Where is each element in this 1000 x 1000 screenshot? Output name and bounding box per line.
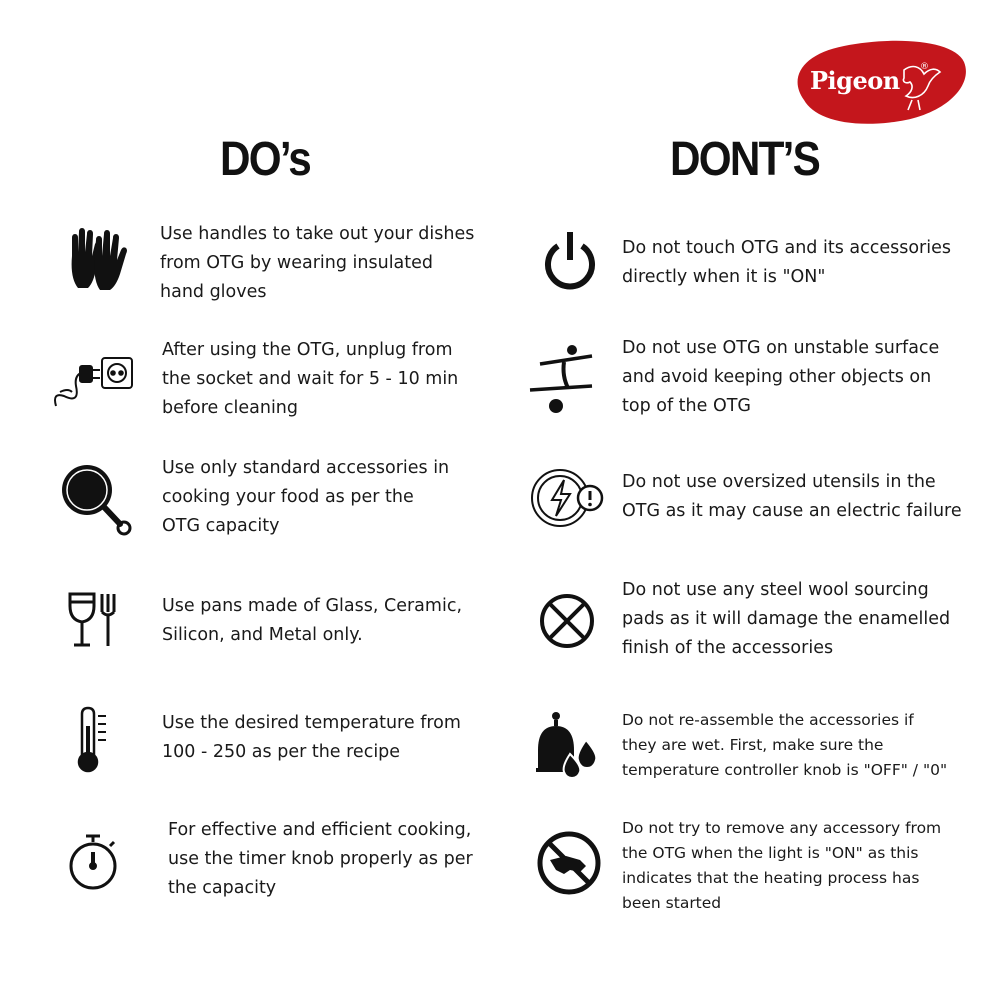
donts-item-2-text: Do not use OTG on unstable surface and avoid keeping other objects on top of the OTG bbox=[622, 338, 940, 416]
registered-mark: ® bbox=[920, 62, 929, 72]
dos-heading: DO’s bbox=[220, 133, 310, 186]
pigeon-logo bbox=[784, 38, 966, 126]
logo-text: Pigeon bbox=[810, 66, 900, 95]
thermometer-icon bbox=[74, 706, 108, 774]
electric-warning-icon bbox=[530, 466, 606, 530]
stopwatch-icon bbox=[66, 832, 120, 892]
power-icon bbox=[540, 230, 600, 292]
donts-heading: DONT’S bbox=[670, 133, 820, 186]
cross-circle-icon bbox=[538, 592, 596, 650]
glass-fork-icon bbox=[66, 592, 118, 648]
donts-item-6-text: Do not try to remove any accessory from the OTG when the light is "ON" as this indicates that the heating process has been started bbox=[622, 819, 942, 912]
donts-item-4-text: Do not use any steel wool sourcing pads as it will damage the enamelled finish of the accessories bbox=[622, 580, 951, 658]
dos-item-2-text: After using the OTG, unplug from the socket and wait for 5 - 10 min before cleaning bbox=[162, 340, 459, 418]
dos-item-3-text: Use only standard accessories in cooking your food as per the OTG capacity bbox=[162, 458, 450, 536]
unstable-balance-icon bbox=[528, 342, 594, 416]
dos-item-6-text: For effective and efficient cooking, use the timer knob properly as per the capacity bbox=[168, 820, 473, 898]
gloves-icon bbox=[64, 226, 130, 294]
donts-item-5-text: Do not re-assemble the accessories if they are wet. First, make sure the temperature controller knob is "OFF" / "0" bbox=[622, 711, 948, 779]
donts-item-3-text: Do not use oversized utensils in the OTG as it may cause an electric failure bbox=[622, 472, 962, 521]
no-touch-icon bbox=[536, 830, 602, 896]
frying-pan-icon bbox=[60, 462, 136, 540]
donts-item-1-text: Do not touch OTG and its accessories directly when it is "ON" bbox=[622, 238, 951, 287]
dos-item-5-text: Use the desired temperature from 100 - 250 as per the recipe bbox=[162, 713, 461, 762]
wet-dome-icon bbox=[534, 710, 600, 780]
dos-item-4-text: Use pans made of Glass, Ceramic, Silicon, and Metal only. bbox=[162, 596, 463, 645]
plug-socket-icon bbox=[50, 352, 134, 416]
dos-item-1-text: Use handles to take out your dishes from OTG by wearing insulated hand gloves bbox=[160, 224, 475, 302]
